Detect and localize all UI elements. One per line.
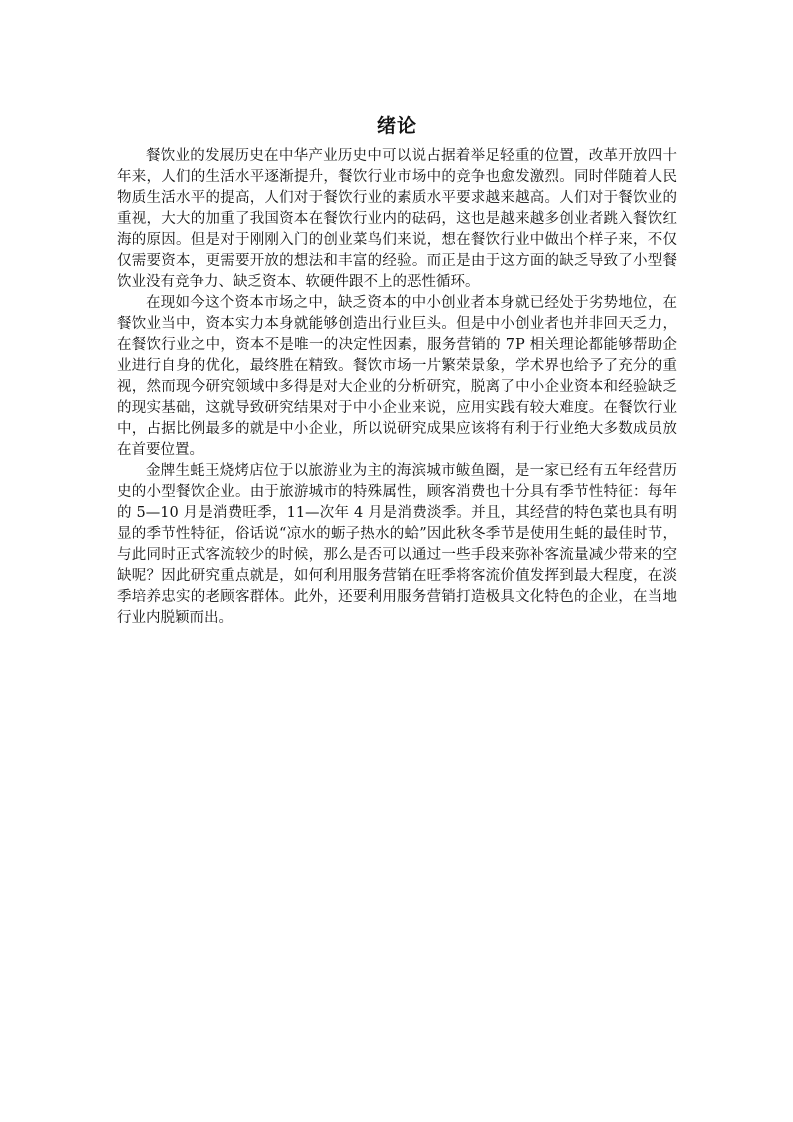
document-body [117,112,677,629]
paragraph-2: 在现如今这个资本市场之中，缺乏资本的中小创业者本身就已经处于劣势地位，在餐饮业当中，资本实力本身就能够创造出行业巨头。但是中小创业者也并非回天乏力，在餐饮行业之中，资本不是唯一的决定性因素，服务营销的 7P 相关理论都能够帮助企业进行自身的优化，最终胜在精致。餐饮市场一片繁荣景象，学术界也给予了充分的重视，然而现今研究领域中多得是对大企业的分析研究，脱离了中小企业资本和经验缺乏的现实基础，这就导致研究结果对于中小企业来说，应用实践有较大难度。在餐饮行业中，占据比例最多的就是中小企业，所以说研究成果应该将有利于行业绝大多数成员放在首要位置。 [117,295,677,458]
paragraph-1: 餐饮业的发展历史在中华产业历史中可以说占据着举足轻重的位置，改革开放四十年来，人们的生活水平逐渐提升，餐饮行业市场中的竞争也愈发激烈。同时伴随着人民物质生活水平的提高，人们对于餐饮行业的素质水平要求越来越高。人们对于餐饮业的重视，大大的加重了我国资本在餐饮行业内的砝码，这也是越来越多创业者跳入餐饮红海的原因。但是对于刚刚入门的创业菜鸟们来说，想在餐饮行业中做出个样子来，不仅仅需要资本，更需要开放的想法和丰富的经验。而正是由于这方面的缺乏导致了小型餐饮业没有竞争力、缺乏资本、软硬件跟不上的恶性循环。 [117,148,677,290]
document-title: 绪论 [376,115,417,137]
paragraph-3: 金牌生蚝王烧烤店位于以旅游业为主的海滨城市鲅鱼圈，是一家已经有五年经营历史的小型餐饮企业。由于旅游城市的特殊属性，顾客消费也十分具有季节性特征：每年的 5—10 月是消费旺季，11—次年 4 月是消费淡季。并且，其经营的特色菜也具有明显的季节性特征，俗话说“凉水的蛎子热水的蛤”因此秋冬季节是使用生蚝的最佳时节，与此同时正式客流较少的时候，那么是否可以通过一些手段来弥补客流量减少带来的空缺呢？因此研究重点就是，如何利用服务营销在旺季将客流价值发挥到最大程度，在淡季培养忠实的老顾客群体。此外，还要利用服务营销打造极具文化特色的企业，在当地行业内脱颖而出。 [117,463,677,626]
